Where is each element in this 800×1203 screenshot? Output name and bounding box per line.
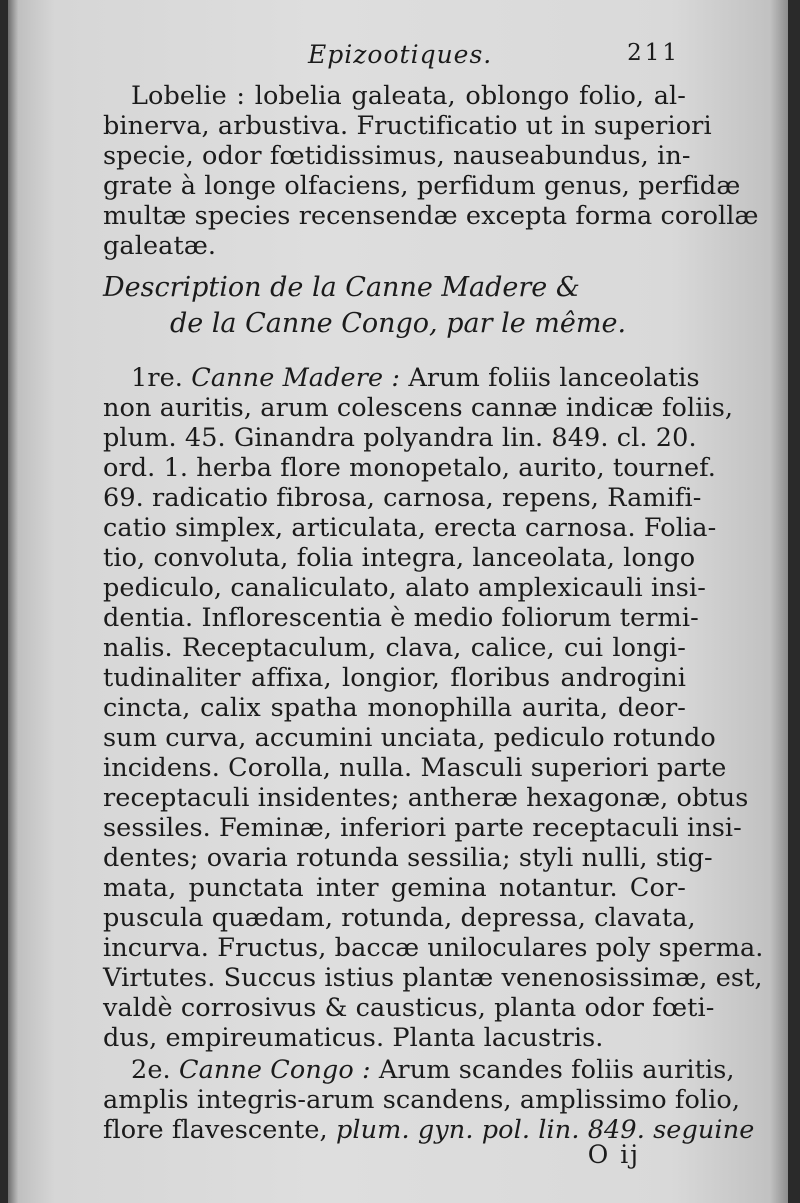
text-line: puscula quædam, rotunda, depressa, clavata, <box>103 903 696 933</box>
entry-1-name: Canne Madere : <box>191 363 401 393</box>
book-page <box>8 0 788 1203</box>
text-line: tudinaliter affixa, longior, floribus androgini <box>103 663 686 693</box>
text-line: dentes; ovaria rotunda sessilia; styli nulli, stig- <box>103 843 713 873</box>
entry-2-citation: plum. gyn. pol. lin. 849. seguine <box>335 1115 755 1145</box>
text-line: tio, convoluta, folia integra, lanceolata, longo <box>103 543 696 573</box>
text-line: specie, odor fœtidissimus, nauseabundus, in- <box>103 141 691 171</box>
text-line: incidens. Corolla, nulla. Masculi superiori parte <box>103 753 727 783</box>
page-edge-shadow <box>770 0 788 1203</box>
text-line: sum curva, accumini unciata, pediculo rotundo <box>103 723 716 753</box>
section-heading-line-1: Description de la Canne Madere & <box>103 272 580 303</box>
text-line: incurva. Fructus, baccæ uniloculares poly sperma. <box>103 933 764 963</box>
entry-2-line-3-text: flore flavescente, <box>103 1115 328 1145</box>
entry-2-number: 2e. <box>131 1055 171 1085</box>
text-line: binerva, arbustiva. Fructificatio ut in superiori <box>103 111 712 141</box>
running-head <box>98 40 678 76</box>
text-line: pediculo, canaliculato, alato amplexicauli insi- <box>103 573 706 603</box>
entry-1-first-line <box>103 362 700 394</box>
page-number: 211 <box>627 40 680 66</box>
entry-2-first-line-text: Arum scandes foliis auritis, <box>378 1055 735 1085</box>
text-line: amplis integris-arum scandens, amplissimo folio, <box>103 1085 741 1115</box>
text-line: galeatæ. <box>103 231 217 261</box>
text-line: catio simplex, articulata, erecta carnosa. Folia- <box>103 513 717 543</box>
page-gutter <box>8 0 18 1203</box>
running-title: Epizootiques. <box>308 40 493 69</box>
text-line: nalis. Receptaculum, clava, calice, cui longi- <box>103 633 686 663</box>
entry-1-first-line-text: Arum foliis lanceolatis <box>408 363 700 393</box>
text-line: valdè corrosivus & causticus, planta odor fœti- <box>103 993 715 1023</box>
entry-2-first-line <box>103 1054 735 1086</box>
text-line: plum. 45. Ginandra polyandra lin. 849. cl. 20. <box>103 423 697 453</box>
entry-1-number: 1re. <box>131 363 184 393</box>
section-heading-line-2: de la Canne Congo, par le même. <box>169 308 627 339</box>
text-line: grate à longe olfaciens, perfidum genus, perfidæ <box>103 171 741 201</box>
text-line: dentia. Inflorescentia è medio foliorum termi- <box>103 603 699 633</box>
text-line: dus, empireumaticus. Planta lacustris. <box>103 1023 604 1053</box>
text-line: multæ species recensendæ excepta forma corollæ <box>103 201 759 231</box>
text-line: cincta, calix spatha monophilla aurita, deor- <box>103 693 686 723</box>
text-line: ord. 1. herba flore monopetalo, aurito, tournef. <box>103 453 717 483</box>
text-line: sessiles. Feminæ, inferiori parte receptaculi insi- <box>103 813 742 843</box>
entry-2-name: Canne Congo : <box>178 1055 371 1085</box>
signature-mark: O ij <box>587 1140 640 1169</box>
text-line: Virtutes. Succus istius plantæ venenosissimæ, est, <box>103 963 763 993</box>
text-line: receptaculi insidentes; antheræ hexagonæ, obtus <box>103 783 749 813</box>
text-line: non auritis, arum colescens cannæ indicæ foliis, <box>103 393 734 423</box>
text-line: mata, punctata inter gemina notantur. Cor- <box>103 873 686 903</box>
text-line: Lobelie : lobelia galeata, oblongo folio, al- <box>131 81 686 111</box>
text-line: 69. radicatio fibrosa, carnosa, repens, Ramifi- <box>103 483 702 513</box>
